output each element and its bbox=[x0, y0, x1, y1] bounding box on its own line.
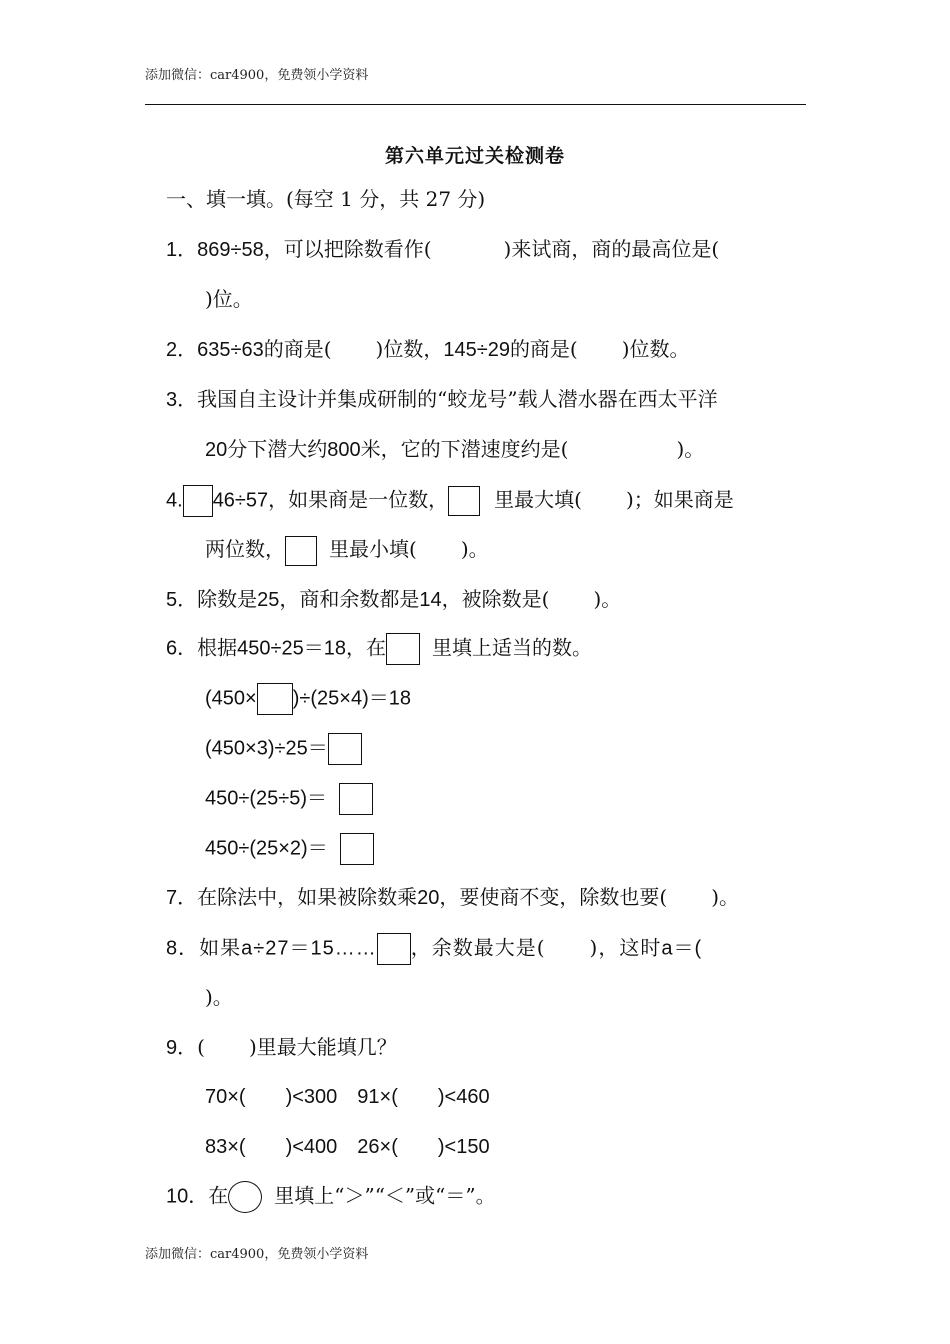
q10-text: 里填上“＞”“＜”或“＝”。 bbox=[274, 1183, 496, 1208]
q6-text: 根据 bbox=[197, 635, 238, 660]
q5-text: )。 bbox=[593, 587, 622, 611]
question-number: 4. bbox=[166, 489, 183, 512]
q2-expression: 635÷63 bbox=[197, 339, 264, 361]
q6-row-text: 450÷(25÷5)＝ bbox=[205, 787, 328, 810]
question-number: 3． bbox=[166, 389, 198, 411]
q2-expression: 145÷29 bbox=[443, 339, 510, 361]
square-blank[interactable] bbox=[257, 683, 293, 715]
question-8 bbox=[166, 933, 702, 965]
question-number: 8． bbox=[166, 937, 200, 960]
q9-row-1: 70×( )<300 91×( )<460 bbox=[205, 1086, 490, 1108]
q4-text: )；如果商是 bbox=[625, 487, 734, 512]
question-3-cont bbox=[205, 435, 704, 464]
q6-row-text: (450× bbox=[205, 687, 257, 710]
q6-row-text: 450÷(25×2)＝ bbox=[205, 837, 328, 860]
q7-text: ，要使商不变，除数也要( bbox=[439, 885, 668, 909]
q6-row-3 bbox=[205, 783, 373, 815]
circle-blank bbox=[228, 1181, 262, 1213]
q6-text: 里填上适当的数。 bbox=[431, 635, 592, 660]
square-blank[interactable] bbox=[328, 733, 362, 765]
q6-text: ，在 bbox=[345, 635, 386, 660]
q10-text: 在 bbox=[208, 1183, 229, 1208]
q2-text: )位数。 bbox=[621, 337, 690, 361]
q3-text: 我国自主设计并集成研制的“蛟龙号”载人潜水器在西太平洋 bbox=[197, 387, 718, 411]
q8-text: )。 bbox=[205, 985, 233, 1009]
q6-expression: 450÷25＝18 bbox=[237, 637, 346, 660]
q1-expression: 869÷58 bbox=[197, 239, 264, 261]
question-number: 7． bbox=[166, 887, 198, 909]
page-title: 第六单元过关检测卷 bbox=[384, 145, 565, 167]
q7-text: )。 bbox=[711, 885, 739, 909]
square-blank[interactable] bbox=[285, 536, 317, 566]
q9-row-2: 83×( )<400 26×( )<150 bbox=[205, 1136, 490, 1158]
q1-text: )来试商，商的最高位是( bbox=[503, 237, 720, 261]
q5-number: 14 bbox=[419, 589, 442, 611]
q9-text: ( bbox=[197, 1035, 205, 1059]
question-1-cont bbox=[205, 285, 253, 313]
q2-text: 的商是( bbox=[509, 337, 578, 361]
question-1 bbox=[166, 235, 719, 264]
question-4 bbox=[166, 485, 734, 517]
question-10 bbox=[166, 1181, 496, 1213]
q9-text: )里最大能填几？ bbox=[248, 1035, 397, 1059]
q8-expression: a÷27＝15…… bbox=[241, 937, 377, 960]
square-blank[interactable] bbox=[448, 486, 480, 516]
q6-row-text: (450×3)÷25＝ bbox=[205, 737, 328, 760]
question-number: 5． bbox=[166, 589, 198, 611]
question-3 bbox=[166, 385, 718, 414]
q4-text: 里最大填( bbox=[494, 487, 582, 512]
q6-row-2 bbox=[205, 733, 362, 765]
square-blank[interactable] bbox=[339, 783, 373, 815]
q4-text: )。 bbox=[460, 537, 489, 561]
q7-text: 在除法中，如果被除数乘 bbox=[197, 885, 418, 909]
question-4-cont bbox=[205, 535, 489, 566]
page-header: 添加微信：car4900，免费领小学资料 bbox=[145, 68, 369, 83]
question-5 bbox=[166, 585, 621, 614]
page-footer: 添加微信：car4900，免费领小学资料 bbox=[145, 1247, 369, 1262]
question-number: 1． bbox=[166, 239, 198, 261]
q3-number: 800 bbox=[327, 439, 361, 461]
q3-text: 分下潜大约 bbox=[227, 437, 328, 461]
square-blank[interactable] bbox=[183, 485, 213, 517]
q5-text: 除数是 bbox=[197, 587, 258, 611]
q5-text: ，被除数是( bbox=[441, 587, 550, 611]
q2-text: )位数， bbox=[375, 337, 444, 361]
q8-text: )，这时 bbox=[589, 935, 662, 960]
q2-text: 的商是( bbox=[263, 337, 332, 361]
q8-expression: a＝( bbox=[661, 937, 703, 960]
q6-row-4 bbox=[205, 833, 374, 865]
q6-row-1 bbox=[205, 683, 411, 715]
square-blank[interactable] bbox=[377, 933, 411, 965]
square-blank bbox=[386, 633, 420, 665]
q6-row-text: )÷(25×4)＝18 bbox=[292, 687, 411, 710]
question-8-cont bbox=[205, 983, 233, 1011]
question-9 bbox=[166, 1033, 397, 1062]
question-number: 6． bbox=[166, 637, 198, 660]
q4-text: ，如果商是一位数， bbox=[268, 487, 449, 512]
question-7 bbox=[166, 883, 739, 912]
q3-number: 20 bbox=[205, 439, 228, 461]
q4-expression: 46÷57 bbox=[212, 489, 269, 512]
q8-text: 如果 bbox=[199, 935, 242, 960]
q5-text: ，商和余数都是 bbox=[279, 587, 420, 611]
question-6 bbox=[166, 633, 592, 665]
question-number: 2． bbox=[166, 339, 198, 361]
q7-number: 20 bbox=[417, 887, 440, 909]
q1-text: ，可以把除数看作( bbox=[263, 237, 432, 261]
header-divider bbox=[145, 104, 806, 105]
q5-number: 25 bbox=[257, 589, 280, 611]
q4-text: 里最小填( bbox=[329, 537, 417, 561]
section-heading: 一、填一填。(每空 1 分，共 27 分) bbox=[166, 187, 486, 211]
q8-text: ，余数最大是( bbox=[410, 935, 546, 960]
q3-text: 米，它的下潜速度约是( bbox=[360, 437, 569, 461]
question-2 bbox=[166, 335, 690, 364]
q1-text: )位。 bbox=[205, 287, 253, 311]
square-blank[interactable] bbox=[340, 833, 374, 865]
question-number: 9． bbox=[166, 1037, 198, 1059]
question-number: 10． bbox=[166, 1185, 209, 1208]
q4-text: 两位数， bbox=[205, 537, 285, 561]
q3-text: )。 bbox=[676, 437, 705, 461]
